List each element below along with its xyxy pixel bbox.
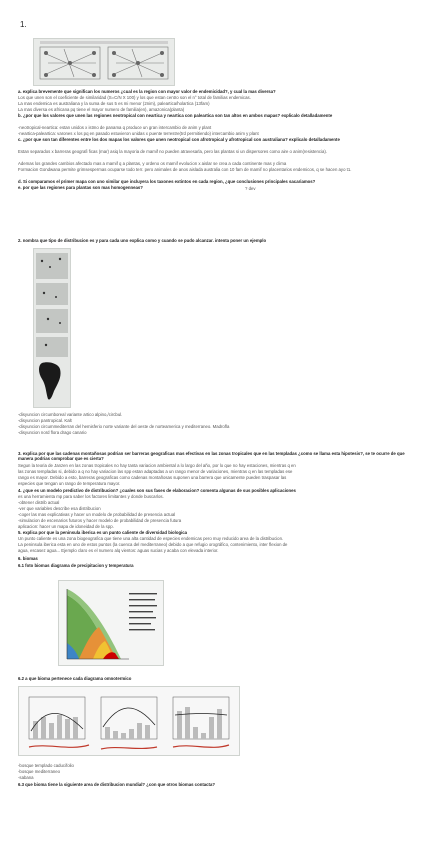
- q4-answer-line: -simulacion de escenarios futuros y hacer modelo de probabilidad de presencia futura: [18, 518, 182, 523]
- q4-answer-line: es una herramienta mp para saber los factores limitantes y donde buscarlos.: [18, 494, 164, 499]
- q5-answer-line: Un punto caliente es una zona biogeografica que tiene una alta cantidad de especies endemicas pero muy reducido area de la distribucion.: [18, 536, 284, 541]
- climate-diagrams-drawing: [19, 687, 239, 755]
- q2-answer-line: -disyuncion nord flora drago canario: [18, 430, 87, 435]
- q1c-answer-line: Formacion Gondwana permite grimsespermas ocuparse todo terr. pero animales de anos aislada australia con 10 fam de mamif no placentarios endemicos, q se hacen ayo t1.: [18, 167, 352, 172]
- similarity-maps-drawing: [34, 39, 174, 85]
- biome-triangle-figure: [58, 580, 164, 666]
- q4-answer-line: aplicacion: hacer un mapa de idoneidad de la spp.: [18, 524, 114, 529]
- q1e-question: e. por que las regiones para plantas son mas homogenneas?: [18, 185, 143, 190]
- q5-answer-line: La peninsula iberica esta en uno de estos puntos (la cuenca del mediterraneo) debido a que refugio orográfico, contenimiento, inter flexion de: [18, 542, 288, 547]
- climate-diagrams-figure: [18, 686, 240, 756]
- q1c-answer-line: Ademas los grandes cambios afectado mas a mamif q a plantas, y ordeno os mamif evolucion x aislar se crea a cada continente mas y clima: [18, 161, 287, 166]
- question-1-number: 1.: [20, 20, 27, 29]
- q6-2-answer-line: -bosque mediterraneo: [18, 769, 61, 774]
- q6-3-question: 6.3 que bioma tiene la siguiente area de distribucion mundial? ¿con que otros biomas contacta?: [18, 782, 215, 787]
- similarity-maps-figure: [33, 38, 175, 86]
- q1b-answer-line: -neartica-paleartica: varones x los pq en pasado estuvieron unidas x puente terrestre(trd permitiendo) intercambio anim y plant: [18, 131, 259, 136]
- q1a-answer-line: La mas diversa es africana pq tiene el mayor numero de familia(en), amazonica(planta): [18, 107, 185, 112]
- q3-answer-line: especies que tengan un rango de temperatura mayor.: [18, 481, 121, 486]
- q1a-question: a. explica brevemente que significan los numeros ¿cual es la region con mayor valor de endemicidad?, y cual la mas diversa?: [18, 89, 276, 94]
- q1b-question: b. ¿por que los valores que unen las regiones neotropical con neartica y neartica con paleartica son tan altos en ambos mapas? explicalo detalladamente: [18, 113, 333, 118]
- q5-question: 5. explica por que la peninsula iberica es un punto caliente de diversidad biologica: [18, 530, 188, 535]
- q3-answer-line: las zonas templadas si, debido a q no hay variacion las spp estan adaptadas a un rango menor de variaciones, mientras q en las templadas ese: [18, 469, 293, 474]
- q5-answer-line: agua, escasez agua... Ejemplo claro es el numero alq vientos: aguas sucias y acaba con elevada interior.: [18, 548, 219, 553]
- q6-2-answer-line: -sabana: [18, 775, 34, 780]
- q1b-answer-line: -neotropical-neartica: estan unidos x istmo de panama q produce un gran intercambio de anim y plant: [18, 125, 212, 130]
- q2-answer-line: -disyuncion circummediterran del hemisferio norte variante del oeste de norteamerica y mediterraneo. Madrofla: [18, 424, 230, 429]
- q3-question: 3. explica por que las cadenas montañosas podrian ser barreras geograficas mas efectivas en las zonas tropicales que en las templadas ¿como se llama esta hipotesis?, se te ocurre de que manera podrias comprobar que es cierta?: [18, 451, 405, 462]
- distribution-maps-figure: [33, 248, 71, 408]
- q4-answer-line: -obtener distrib actual: [18, 500, 60, 505]
- q3-answer-line: rango es mayor. Debido a esto, barreras geograficas como cadenas montañosas suponen una barrera que unicamente pueden traspasar las: [18, 475, 287, 480]
- q1a-answer-line: La mas endemica es australiana y la suma de sus 5 es mi menor (2nim), paleartica/holartica (13fam): [18, 101, 210, 106]
- q1e-aside: ? dev: [245, 186, 256, 191]
- q6-heading: 6. biomas: [18, 556, 38, 561]
- q4-answer-line: -ver que variables describe esa distribucion: [18, 506, 101, 511]
- biome-triangle-drawing: [59, 581, 163, 665]
- q2-answer-line: -disyuncion circumboreal variante artico alpino,/circbul.: [18, 412, 123, 417]
- q1c-answer-line: Estan separados x barreras geografi ficas (mar) asiq la mayoria de mamif no pueden atravesarla, pero las plantas si un dispersores como aire o anim(resistencia).: [18, 149, 328, 154]
- q4-answer-line: -coger las mas explicativas y hacer un modelo de probabilidad de presencia actual: [18, 512, 176, 517]
- q6-2-question: 6.2 a que bioma pertenece cada diagrama omnotermico: [18, 676, 132, 681]
- q6-1-heading: 6.1 foto biomas diagrama de precipitacion y temperatura: [18, 563, 134, 568]
- distribution-maps-drawing: [34, 249, 70, 407]
- q2-answer-line: -disyuncion pantropical. Kalt: [18, 418, 72, 423]
- q3-answer-line: Segun la teoria de Janzen en las zonas tropicales no hay tanta variacion ambiental a lo largo del año, por lo que no hay estaciones, mientras q en: [18, 463, 296, 468]
- q4-question: 4. ¿que es un modelo predictivo de distribucion? ¿cuales son sus fases de elaboracion? comenta algunas de sus posibles aplicaciones: [18, 488, 296, 493]
- q6-2-answer-line: -bosque templado caducifolio: [18, 763, 74, 768]
- q2-question: 2. nombra que tipo de distribucion es y para cada uno explica como y cuando se pudo alcanzar. intenta poner un ejemplo: [18, 238, 267, 243]
- q1c-question: c. ¿por que son tan diferentes entre los dos mapas los valores que unen neotropical con afrotropical y afrotropical con australiana? explicalo detalladamente: [18, 137, 340, 142]
- q1d-question: d. Si comparamos el primer mapa con uno similar que incluyera los taxones extintos en cada region, ¿que conclusiones principales sacariamos?: [18, 179, 316, 184]
- q1a-answer-line: Los que unen son el coeficiente de similaridad (S=C/N X 100) y los que estan centro son el n° total de familias endemicas.: [18, 95, 251, 100]
